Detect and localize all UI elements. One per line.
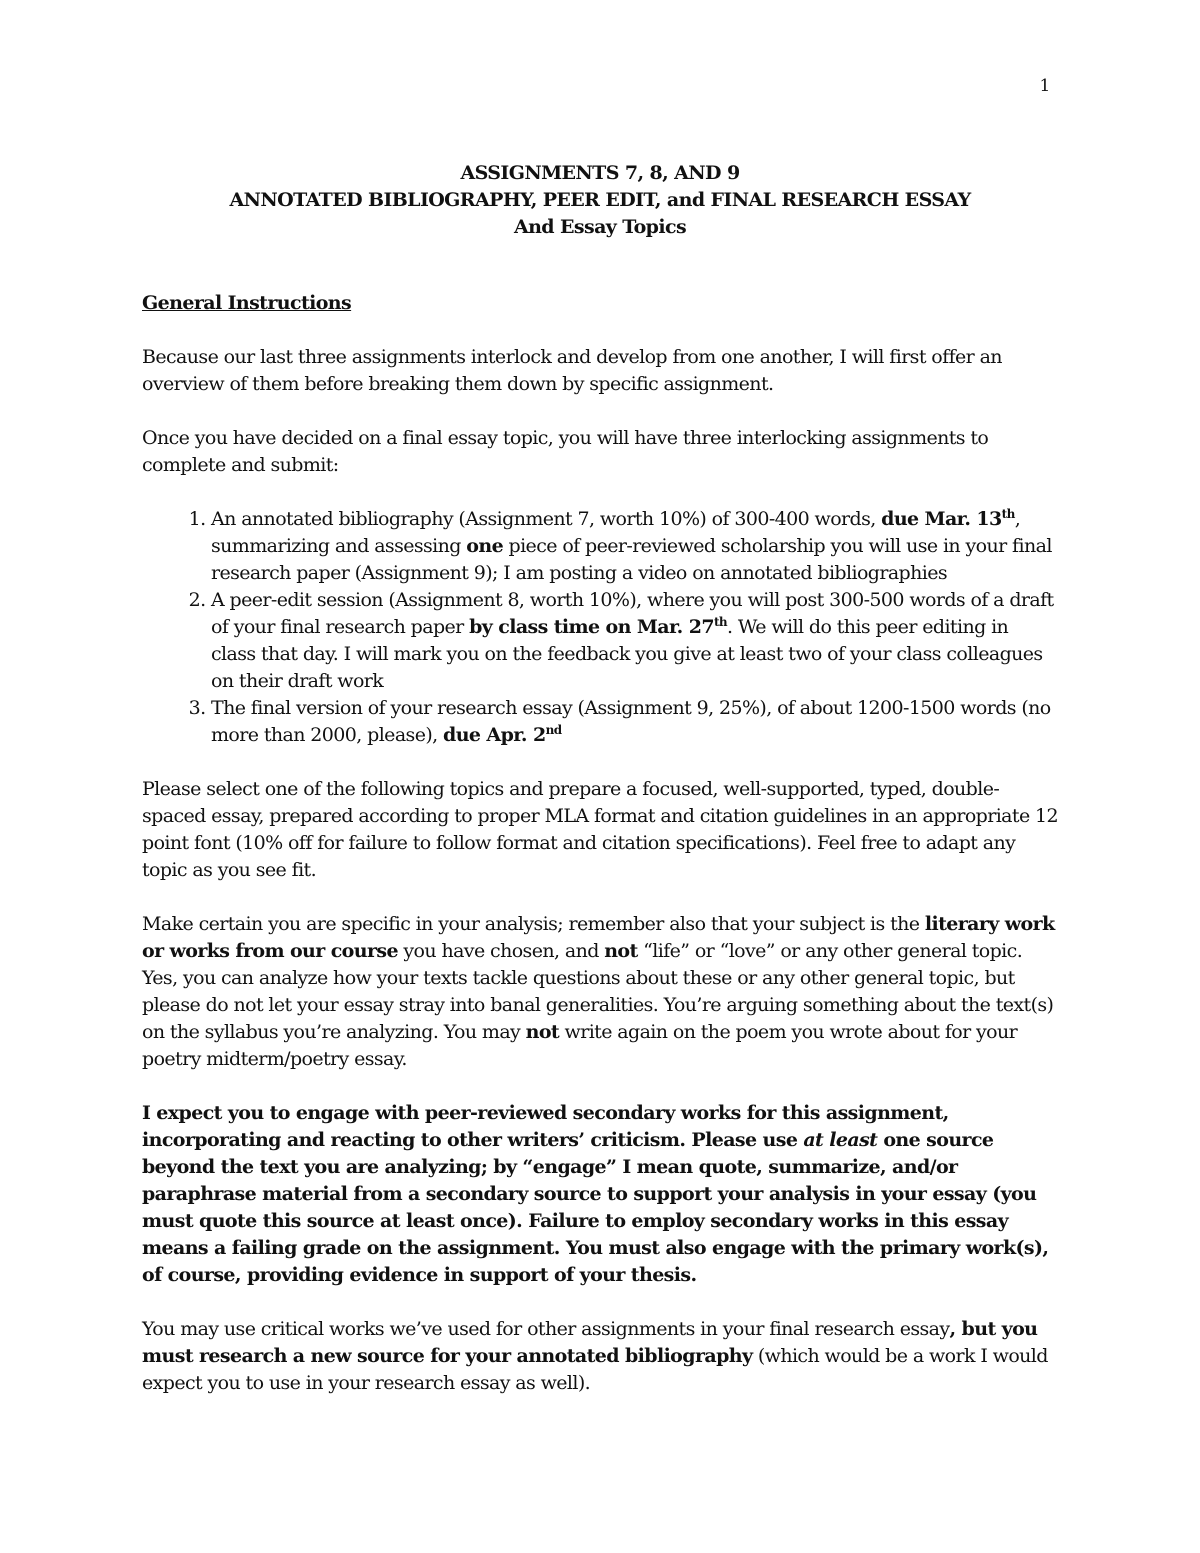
- due-date: by class time on Mar. 27th: [469, 615, 728, 638]
- final-paragraph: You may use critical works we’ve used for other assignments in your final research essay, but you must research a new source for your annotated bibliography (which would be a work I would expect you to use in your research essay as well).: [142, 1318, 1048, 1394]
- title-line-3: And Essay Topics: [513, 216, 687, 238]
- title-block: [142, 160, 1058, 241]
- intro-paragraph: Because our last three assignments interlock and develop from one another, I will first offer an overview of them before breaking them down by specific assignment.: [142, 346, 1002, 395]
- assignment-list: [142, 506, 1058, 749]
- page-number: 1: [1039, 76, 1050, 96]
- due-date: due Apr. 2nd: [443, 723, 562, 746]
- specific-paragraph: Make certain you are specific in your analysis; remember also that your subject is the literary work or works from our course you have chosen, and not “life” or “love” or any other general topic. Yes, you can analyze how your texts tackle questions about these or any other general topic, but please do not let your essay stray into banal generalities. You’re arguing something about the text(s) on the syllabus you’re analyzing. You may not write again on the poem you wrote about for your poetry midterm/poetry essay.: [142, 913, 1055, 1070]
- title-line-2: ANNOTATED BIBLIOGRAPHY, PEER EDIT, and FINAL RESEARCH ESSAY: [229, 189, 971, 211]
- document-body: [142, 160, 1058, 1397]
- list-item: 2. A peer-edit session (Assignment 8, worth 10%), where you will post 300-500 words of a draft of your final research paper by class time on Mar. 27th. We will do this peer editing in class that day. I will mark you on the feedback you give at least two of your class colleagues on their draft work: [211, 587, 1058, 695]
- due-date: due Mar. 13th: [881, 507, 1015, 530]
- list-item: 3. The final version of your research essay (Assignment 9, 25%), of about 1200-1500 words (no more than 2000, please), due Apr. 2nd: [211, 695, 1058, 749]
- list-item: 1. An annotated bibliography (Assignment 7, worth 10%) of 300-400 words, due Mar. 13th, summarizing and assessing one piece of peer-reviewed scholarship you will use in your final research paper (Assignment 9); I am posting a video on annotated bibliographies: [211, 506, 1058, 587]
- title-line-1: ASSIGNMENTS 7, 8, AND 9: [460, 162, 740, 184]
- emphasis-one: one: [466, 535, 504, 557]
- section-heading: General Instructions: [142, 292, 352, 314]
- select-paragraph: Please select one of the following topics and prepare a focused, well-supported, typed, double-spaced essay, prepared according to proper MLA format and citation guidelines in an appropriate 12 point font (10% off for failure to follow format and citation specifications). Feel free to adapt any topic as you see fit.: [142, 778, 1058, 881]
- expect-paragraph: I expect you to engage with peer-reviewed secondary works for this assignment, incorporating and reacting to other writers’ criticism. Please use at least one source beyond the text you are analyzing; by “engage” I mean quote, summarize, and/or paraphrase material from a secondary source to support your analysis in your essay (you must quote this source at least once). Failure to employ secondary works in this essay means a failing grade on the assignment. You must also engage with the primary work(s), of course, providing evidence in support of your thesis.: [142, 1102, 1049, 1286]
- lead-paragraph: Once you have decided on a final essay topic, you will have three interlocking assignments to complete and submit:: [142, 427, 989, 476]
